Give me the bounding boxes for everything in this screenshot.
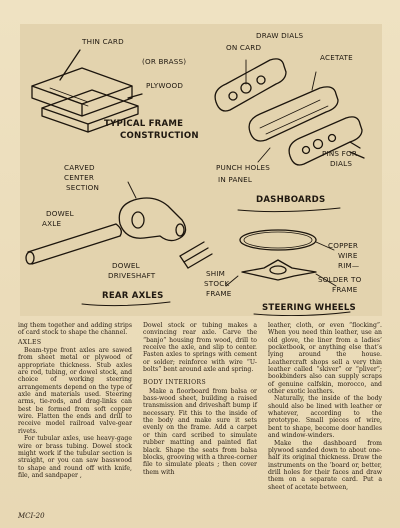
label-dowel: DOWEL	[46, 209, 74, 218]
label-copper: COPPER	[328, 241, 359, 250]
label-frame-2: FRAME	[332, 285, 358, 294]
label-or-brass: (OR BRASS)	[142, 57, 187, 66]
label-thin-card: THIN CARD	[82, 37, 124, 46]
label-plywood: PLYWOOD	[146, 81, 184, 90]
label-acetate: ACETATE	[320, 53, 353, 62]
label-dashboards: DASHBOARDS	[256, 195, 326, 205]
paragraph: Make a floorboard from balsa or bass-wood sheet, building a raised transmission and driveshaft bump if necessary. Fit this to the inside of the body and make sure it sets evenly on the frame. Add a carpet or thin card scribed to simulate rubber matting and painted flat black. Shape the seats from balsa blocks, grooving with a three-corner file to simulate pleats ; then cover them with	[143, 387, 257, 476]
label-axle: AXLE	[42, 219, 62, 228]
paragraph: Make the dashboard from plywood sanded down to about one-half its original thickness. Draw the instruments on the ‘board or, better, drill holes for their faces and draw them on a separate card. Put a sheet of acetate between,	[268, 439, 382, 491]
column-1	[18, 322, 132, 479]
label-on-card: ON CARD	[226, 43, 262, 52]
label-typical-frame: TYPICAL FRAME	[104, 119, 184, 129]
dashboard-1	[215, 59, 286, 111]
column-2	[143, 322, 257, 476]
section-heading-body-interiors: BODY INTERIORS	[143, 379, 207, 387]
label-punch-holes: PUNCH HOLES	[216, 163, 271, 172]
paragraph: Beam-type front axles are sawed from sheet metal or plywood of appropriate thickness. Stub axles are rod, tubing, or dowel stock, and choice of working steering arrangements depend on the type of axle and materials used. Steering arms, tie-rods, and drag-links can best be formed from soft copper wire. Flatten the ends and drill to receive model railroad valve-gear rivets.	[18, 347, 132, 435]
paragraph: For tubular axles, use heavy-gage wire or brass tubing. Dowel stock might work if the tubular section is straight, or you can saw basswood to shape and round off with knife, file, and sandpaper ,	[18, 435, 132, 479]
label-driveshaft: DRIVESHAFT	[108, 271, 156, 280]
label-construction: CONSTRUCTION	[120, 131, 199, 141]
column-3	[268, 322, 382, 491]
label-dowel-2: DOWEL	[112, 261, 140, 270]
paragraph: ing them together and adding strips of card stock to shape the channel.	[18, 322, 132, 337]
label-in-panel: IN PANEL	[218, 175, 253, 184]
paragraph: leather, cloth, or even “flocking”. When you need thin leather, use an old glove, the liner from a ladies’ pocketbook, or anything else that’s lying around the house. Leathercraft shops sell a very thin leather called “skiver” or “pliver”; bookbinders also can supply scraps of genuine calfskin, morocco, and other exotic leathers.	[268, 322, 382, 396]
label-pins-for: PINS FOR	[322, 149, 358, 158]
dowel-axle	[26, 224, 121, 264]
label-solder-to: SOLDER TO	[318, 275, 362, 284]
label-dials: DIALS	[330, 159, 353, 168]
label-frame: FRAME	[206, 289, 232, 298]
label-draw-dials: DRAW DIALS	[256, 31, 304, 40]
dowel-driveshaft	[180, 242, 212, 268]
label-center: CENTER	[64, 173, 95, 182]
carved-center-section	[119, 182, 185, 241]
section-heading-axles: AXLES	[18, 338, 42, 346]
label-stock: STOCK	[204, 279, 230, 288]
illustration-panel	[20, 24, 382, 316]
label-rim: RIM—	[338, 261, 360, 270]
paragraph: Naturally, the inside of the body should also be lined with leather or whatever, according to the prototype. Small pieces of wire, bent to shape, become door handles and window-winders.	[268, 395, 382, 440]
page-folio: MCI-20	[18, 512, 45, 520]
label-carved: CARVED	[64, 163, 95, 172]
article-body	[18, 322, 382, 512]
label-shim: SHIM	[206, 269, 226, 278]
paragraph: Dowel stock or tubing makes a convincing rear axle. Carve the “banjo” housing from wood, drill to receive the axle, and slip to center. Fasten axles to springs with cement or solder; reinforce with wire “U-bolts” bent around axle and spring.	[143, 322, 257, 374]
label-wire: WIRE	[338, 251, 358, 260]
dashboard-2	[249, 72, 338, 141]
label-section: SECTION	[66, 183, 100, 192]
label-rear-axles: REAR AXLES	[102, 291, 164, 301]
label-steering-wheels: STEERING WHEELS	[262, 303, 356, 313]
